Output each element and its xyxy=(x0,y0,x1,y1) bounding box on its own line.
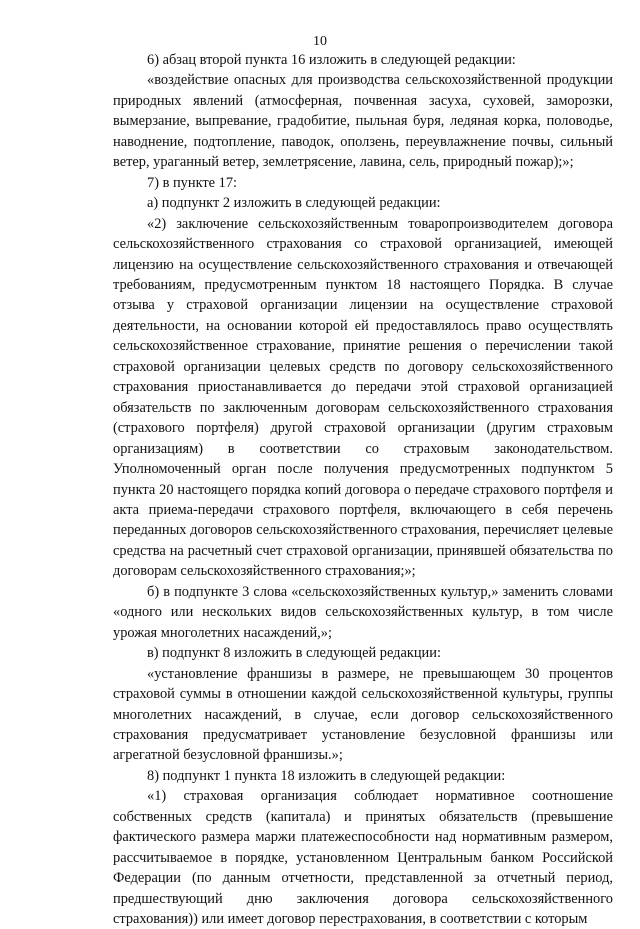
paragraph: «воздействие опасных для производства сельскохозяйственной продукции природных явлений (атмосферная, почвенная засуха, суховей, заморозки, вымерзание, выпревание, градобитие, пыльная буря, ледяная корка, половодье, наводнение, подтопление, паводок, оползень, переувлажнение почвы, сильный ветер, ураганный ветер, землетрясение, лавина, сель, природный пожар);»; xyxy=(113,72,613,171)
paragraph: «установление франшизы в размере, не превышающем 30 процентов страховой суммы в отношении каждой сельскохозяйственной культуры, группы многолетних насаждений, в случае, если договор сельскохозяйственного страхования предусматривает установление безусловной франшизы или агрегатной безусловной франшизы.»; xyxy=(113,665,613,764)
page-number: 10 xyxy=(313,34,327,49)
paragraph: 8) подпункт 1 пункта 18 изложить в следующей редакции: xyxy=(147,767,506,784)
paragraph: а) подпункт 2 изложить в следующей редакции: xyxy=(147,195,441,212)
paragraph: в) подпункт 8 изложить в следующей редакции: xyxy=(147,645,441,662)
paragraph: 6) абзац второй пункта 16 изложить в следующей редакции: xyxy=(147,52,516,68)
paragraph: «2) заключение сельскохозяйственным товаропроизводителем договора сельскохозяйственного страхования со страховой организацией, имеющей лицензию на осуществление сельскохозяйственного страхования и отвечающей требованиям, предусмотренным пунктом 18 настоящего Порядка. В случае отзыва у страховой организации лицензии на осуществление страховой деятельности, на основании которой ей предоставлялось право осуществлять сельскохозяйственное страхование, принятие решения о перечислении такой страховой организации целевых средств по договору сельскохозяйственного страхования приостанавливается до передачи этой страховой организацией обязательств по заключенным договорам сельскохозяйственного страхования (страхового портфеля) другой страховой организации (другим страховым организациям) в соответствии со страховым законодательством. Уполномоченный орган после получения предусмотренных подпунктом 5 пункта 20 настоящего порядка копий договора о передаче страхового портфеля и акта приема-передачи страхового портфеля, включающего в себя перечень переданных договоров сельскохозяйственного страхования, перечисляет целевые средства на расчетный счет страховой организации, принявшей обязательства по договорам сельскохозяйственного страхования;»; xyxy=(113,215,613,580)
document-body xyxy=(113,50,613,929)
paragraph: «1) страховая организация соблюдает нормативное соотношение собственных средств (капитала) и принятых обязательств (превышение фактического размера маржи платежеспособности над нормативным размером, рассчитываемое в порядке, установленном Центральным банком Российской Федерации (по данным отчетности, представленной за отчетный период, предшествующий дню заключения договора сельскохозяйственного страхования)) или имеет договор перестрахования, в соответствии с которым xyxy=(113,788,613,928)
paragraph: 7) в пункте 17: xyxy=(147,174,238,191)
paragraph: б) в подпункте 3 слова «сельскохозяйственных культур,» заменить словами «одного или нескольких видов сельскохозяйственных культур, в том числе урожая многолетних насаждений,»; xyxy=(113,583,613,641)
